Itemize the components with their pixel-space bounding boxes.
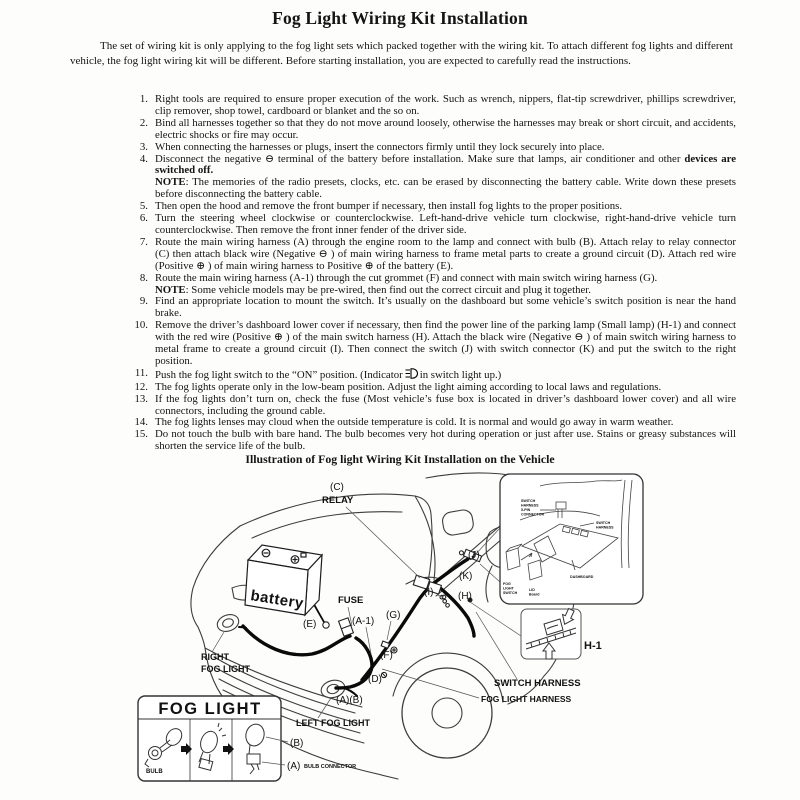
label-j: (J) [468, 550, 480, 561]
inset-sh5pin-1: SWITCH [521, 499, 536, 503]
inset-sh5pin-2: HARNESS [521, 503, 539, 508]
instruction-text: When connecting the harnesses or plugs, insert the connectors firmly until they lock securely into place. [155, 140, 605, 153]
instruction-text: Disconnect the negative ⊖ terminal of the battery before installation. Make sure that lamps, air conditioner and other devices are switched off. NOTE: The memories of the radio presets, clocks, etc. can be erased by disconnecting the battery cable. Write down these presets before disconnecting the battery cable. [155, 152, 737, 201]
inset-switch-harness-2: HARNESS [596, 525, 614, 530]
instruction-number: 8. [139, 271, 148, 284]
label-right-fog-2: FOG LIGHT [201, 664, 250, 674]
instruction-text: Do not touch the bulb with bare hand. The bulb becomes very hot during operation or just after use. Stains or greasy substances will shorten the service life of the bulb. [155, 428, 736, 453]
label-k: (K) [459, 571, 473, 582]
label-a1: (A-1) [352, 616, 375, 627]
label-f: (F) [380, 650, 393, 661]
inset-fog-switch-2: LIGHT [503, 586, 514, 591]
instruction-item [128, 273, 736, 297]
label-c: (C) [330, 482, 344, 493]
instruction-text: Find an appropriate location to mount the switch. It’s usually on the dashboard but some vehicle’s switch position is near the hand brake. [155, 295, 736, 320]
label-e: (E) [303, 619, 317, 630]
instruction-number: 9. [139, 295, 148, 308]
instruction-text: If the fog lights don’t turn on, check the fuse (Most vehicle’s fuse box is located in driver’s dashboard lower cover) and all wire connectors, including the ground cable. [155, 392, 736, 417]
wiring-illustration [0, 466, 800, 800]
instruction-text: Route the main wiring harness (A) through the engine room to the lamp and connect with bulb (B). Attach relay to relay connector (C) then attach black wire (Negative ⊖ ) of main wiring harness to frame metal parts to create a ground circuit (D). Attach red wire (Positive ⊕ ) of main wiring harness to Positive ⊕ of the battery (E). [155, 235, 736, 272]
bulb-connector-label: BULB CONNECTOR [304, 764, 357, 770]
label-fuse: FUSE [338, 595, 364, 606]
side-mirror-icon [441, 509, 475, 537]
label-switch-harness: SWITCH HARNESS [494, 678, 581, 689]
inset-switch-harness-1: SWITCH [596, 521, 611, 525]
instruction-item [128, 320, 736, 368]
leader-lines [212, 507, 521, 718]
instruction-item [128, 237, 736, 273]
label-right-fog-1: RIGHT [201, 652, 229, 662]
instruction-number: 5. [139, 200, 148, 213]
instruction-item [128, 213, 736, 237]
instruction-number: 2. [139, 116, 148, 129]
instruction-text: Push the fog light switch to the “ON” position. (Indicator in switch light up.) [155, 368, 502, 381]
instruction-item [128, 154, 736, 202]
instruction-note: NOTE: Some vehicle models may be pre-wired, then find out the correct circuit and plug it together. [155, 283, 591, 296]
label-left-fog: LEFT FOG LIGHT [296, 718, 370, 728]
label-d: (D) [368, 674, 382, 685]
inset-dashboard-label: DASHBOARD [570, 575, 594, 579]
instruction-number: 11. [134, 366, 148, 379]
instruction-number: 10. [134, 319, 148, 332]
instruction-text: Remove the driver’s dashboard lower cover if necessary, then find the power line of the parking lamp (Small lamp) (H-1) and connect with the red wire (Positive ⊕ ) of the main switch harness (H). Attach the black wire (Negative ⊖ ) of main switch wiring harness to metal frame to create a ground circuit (I). Then connect the switch (J) with switch connector (K) and put the switch to the right position. [155, 319, 736, 367]
instruction-note: NOTE: The memories of the radio presets, clocks, etc. can be erased by disconnecting the battery cable. Write down these presets before disconnecting the battery cable. [155, 176, 736, 201]
figure-heading: Illustration of Fog light Wiring Kit Installation on the Vehicle [245, 452, 555, 466]
instruction-text: Turn the steering wheel clockwise or counterclockwise. Left-hand-drive vehicle turn clockwise, right-hand-drive vehicle turn counterclockwise. Then remove the front inner fender of the driver side. [155, 212, 736, 236]
inset-lid-1: LID [529, 588, 535, 592]
instruction-number: 1. [139, 93, 148, 105]
instruction-item [128, 118, 736, 142]
label-fog-light-harness: FOG LIGHT HARNESS [481, 694, 572, 704]
instruction-item [128, 368, 736, 382]
label-h: (H) [458, 591, 472, 602]
inset-fog-switch-3: SWITCH [503, 591, 518, 595]
instruction-text: Route the main wiring harness (A-1) through the cut grommet (F) and connect with main switch wiring harness (G). NOTE: Some vehicle models may be pre-wired, then find out the correct circuit and plug it together. [155, 273, 736, 297]
fog-light-box [138, 696, 356, 781]
intro-paragraph: The set of wiring kit is only applying to the fog light sets which packed together with the wiring kit. To attach different fog lights and different vehicle, the fog light wiring kit will be different. Before starting installation, you are expected to carefully read the instructions. [70, 40, 733, 67]
label-relay: RELAY [322, 495, 354, 506]
battery-positive-terminal-icon [323, 622, 329, 628]
h1-inset [521, 607, 581, 659]
instruction-number: 14. [134, 416, 148, 429]
instruction-number: 7. [139, 235, 148, 248]
instruction-item [128, 429, 736, 453]
label-b: (B) [290, 738, 304, 749]
instruction-number: 13. [134, 392, 148, 405]
instruction-text: The fog lights lenses may cloud when the outside temperature is cold. It is normal and would go away in warm weather. [155, 416, 674, 429]
instruction-text: Bind all harnesses together so that they do not move around loosely, otherwise the harnesses may break or short circuit, and accidents, electric shocks or fire may occur. [155, 116, 736, 141]
instruction-text: Right tools are required to ensure proper execution of the work. Such as wrench, nippers, flat-tip screwdriver, phillips screwdriver, clip remover, shop towel, cardboard or blanket and the so on. [155, 93, 736, 117]
instruction-text: Then open the hood and remove the front bumper if necessary, then install fog lights to the proper positions. [155, 200, 623, 213]
instruction-item [128, 394, 736, 418]
label-ab: (A)(B) [336, 695, 363, 706]
right-fog-light-icon [215, 612, 241, 635]
instruction-number: 3. [139, 140, 148, 153]
label-a: (A) [287, 761, 301, 772]
label-g: (G) [386, 610, 401, 621]
instruction-item [128, 94, 736, 118]
instruction-item [128, 296, 736, 320]
inset-fog-switch-1: FOG [503, 582, 511, 586]
dashboard-inset [500, 474, 643, 604]
fog-light-box-title: FOG LIGHT [158, 700, 262, 718]
bulb-label: BULB [146, 769, 163, 775]
label-i: (I) [424, 587, 434, 598]
instruction-number: 15. [134, 428, 148, 441]
battery [245, 545, 322, 615]
instruction-number: 4. [139, 152, 148, 165]
fog-indicator-icon [405, 368, 418, 379]
instruction-text: The fog lights operate only in the low-beam position. Adjust the light aiming according to local laws and regulations. [155, 380, 662, 393]
inset-lid-2: Board [529, 592, 540, 597]
battery-label: battery [249, 587, 305, 613]
inset-sh5pin-3: 5-PIN [521, 508, 531, 512]
instruction-number: 6. [139, 212, 148, 225]
instruction-list [128, 94, 736, 453]
inset-sh5pin-4: CONNECTOR [521, 512, 545, 517]
label-h1: H-1 [584, 640, 602, 652]
instruction-number: 12. [134, 380, 148, 393]
page-title: Fog Light Wiring Kit Installation [272, 8, 528, 28]
